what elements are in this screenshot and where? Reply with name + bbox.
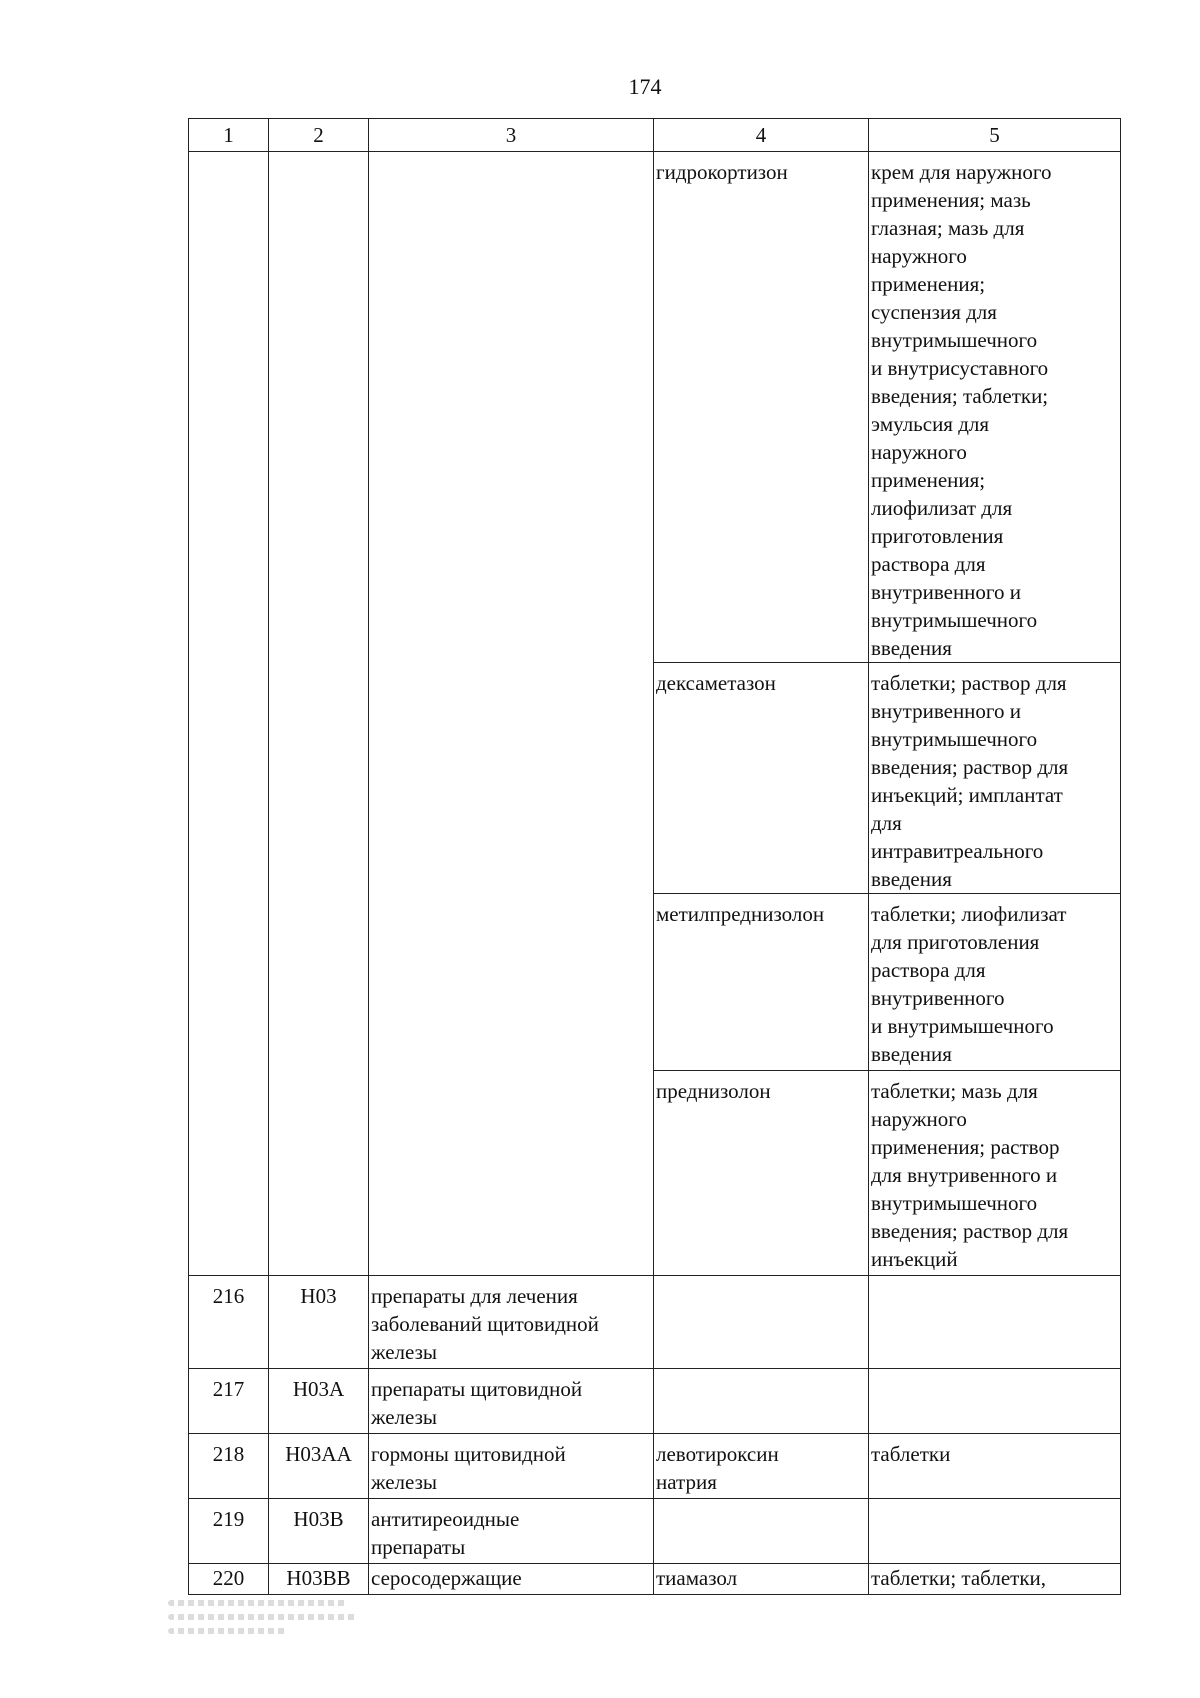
table-row <box>189 1276 1121 1369</box>
drug-table <box>188 118 1121 1595</box>
atc-code: H03A <box>269 1369 369 1434</box>
group-cell <box>369 1434 654 1499</box>
atc-code: H03B <box>269 1499 369 1564</box>
atc-code: H03AA <box>269 1434 369 1499</box>
group-cell <box>369 1276 654 1369</box>
table-row <box>189 1499 1121 1564</box>
header-col-1: 1 <box>189 119 269 152</box>
header-col-3: 3 <box>369 119 654 152</box>
drug-name: гидрокортизон <box>656 160 788 184</box>
dosage-forms: таблетки; таблетки, <box>871 1566 1047 1590</box>
row-number: 219 <box>189 1499 269 1564</box>
header-col-5: 5 <box>869 119 1121 152</box>
dosage-forms-cell <box>869 663 1121 894</box>
row-number: 217 <box>189 1369 269 1434</box>
dosage-forms: таблетки; лиофилизат для приготовления раствора для внутривенного и внутримышечного введения <box>871 902 1067 1066</box>
drug-name-cell <box>654 894 869 1071</box>
drug-name-cell <box>654 1276 869 1369</box>
drug-name-cell <box>654 1564 869 1595</box>
drug-name: метилпреднизолон <box>656 902 825 926</box>
empty-group-cell <box>369 152 654 1276</box>
row-number: 218 <box>189 1434 269 1499</box>
table-row <box>189 1564 1121 1595</box>
dosage-forms-cell <box>869 1071 1121 1276</box>
group-cell <box>369 1499 654 1564</box>
faint-stamp-mark <box>168 1592 368 1652</box>
drug-name-cell <box>654 1434 869 1499</box>
drug-name-cell <box>654 152 869 663</box>
drug-name: левотироксин натрия <box>656 1442 779 1494</box>
group-name: гормоны щитовидной железы <box>371 1442 566 1494</box>
drug-name-cell <box>654 1499 869 1564</box>
group-name: антитиреоидные препараты <box>371 1507 520 1559</box>
drug-name-cell <box>654 1369 869 1434</box>
table-row <box>189 152 1121 663</box>
dosage-forms: таблетки; мазь для наружного применения; раствор для внутривенного и внутримышечного введения; раствор для инъекций <box>871 1079 1069 1271</box>
table-row <box>189 1434 1121 1499</box>
group-cell <box>369 1369 654 1434</box>
group-name: препараты для лечения заболеваний щитовидной железы <box>371 1284 599 1364</box>
header-row <box>189 119 1121 152</box>
group-cell <box>369 1564 654 1595</box>
dosage-forms-cell <box>869 1499 1121 1564</box>
row-number: 216 <box>189 1276 269 1369</box>
row-number: 220 <box>189 1564 269 1595</box>
header-col-2: 2 <box>269 119 369 152</box>
dosage-forms: таблетки <box>871 1442 951 1466</box>
empty-num-cell <box>189 152 269 1276</box>
drug-name-cell <box>654 663 869 894</box>
dosage-forms-cell <box>869 1276 1121 1369</box>
drug-name: дексаметазон <box>656 671 776 695</box>
group-name: серосодержащие <box>371 1566 522 1590</box>
dosage-forms-cell <box>869 894 1121 1071</box>
dosage-forms-cell <box>869 1369 1121 1434</box>
drug-name-cell <box>654 1071 869 1276</box>
atc-code: H03 <box>269 1276 369 1369</box>
header-col-4: 4 <box>654 119 869 152</box>
empty-code-cell <box>269 152 369 1276</box>
drug-name: тиамазол <box>656 1566 738 1590</box>
dosage-forms-cell <box>869 1434 1121 1499</box>
dosage-forms: крем для наружного применения; мазь глазная; мазь для наружного применения; суспензия для внутримышечного и внутрисуставного введения; таблетки; эмульсия для наружного применения; лиофилизат для приготовления раствора для внутривенного и внутримышечного введения <box>871 160 1052 660</box>
dosage-forms-cell <box>869 1564 1121 1595</box>
dosage-forms-cell <box>869 152 1121 663</box>
table-row <box>189 1369 1121 1434</box>
group-name: препараты щитовидной железы <box>371 1377 583 1429</box>
dosage-forms: таблетки; раствор для внутривенного и внутримышечного введения; раствор для инъекций; имплантат для интравитреального введения <box>871 671 1069 891</box>
atc-code: H03BB <box>269 1564 369 1595</box>
drug-name: преднизолон <box>656 1079 771 1103</box>
page-number: 174 <box>628 74 662 99</box>
